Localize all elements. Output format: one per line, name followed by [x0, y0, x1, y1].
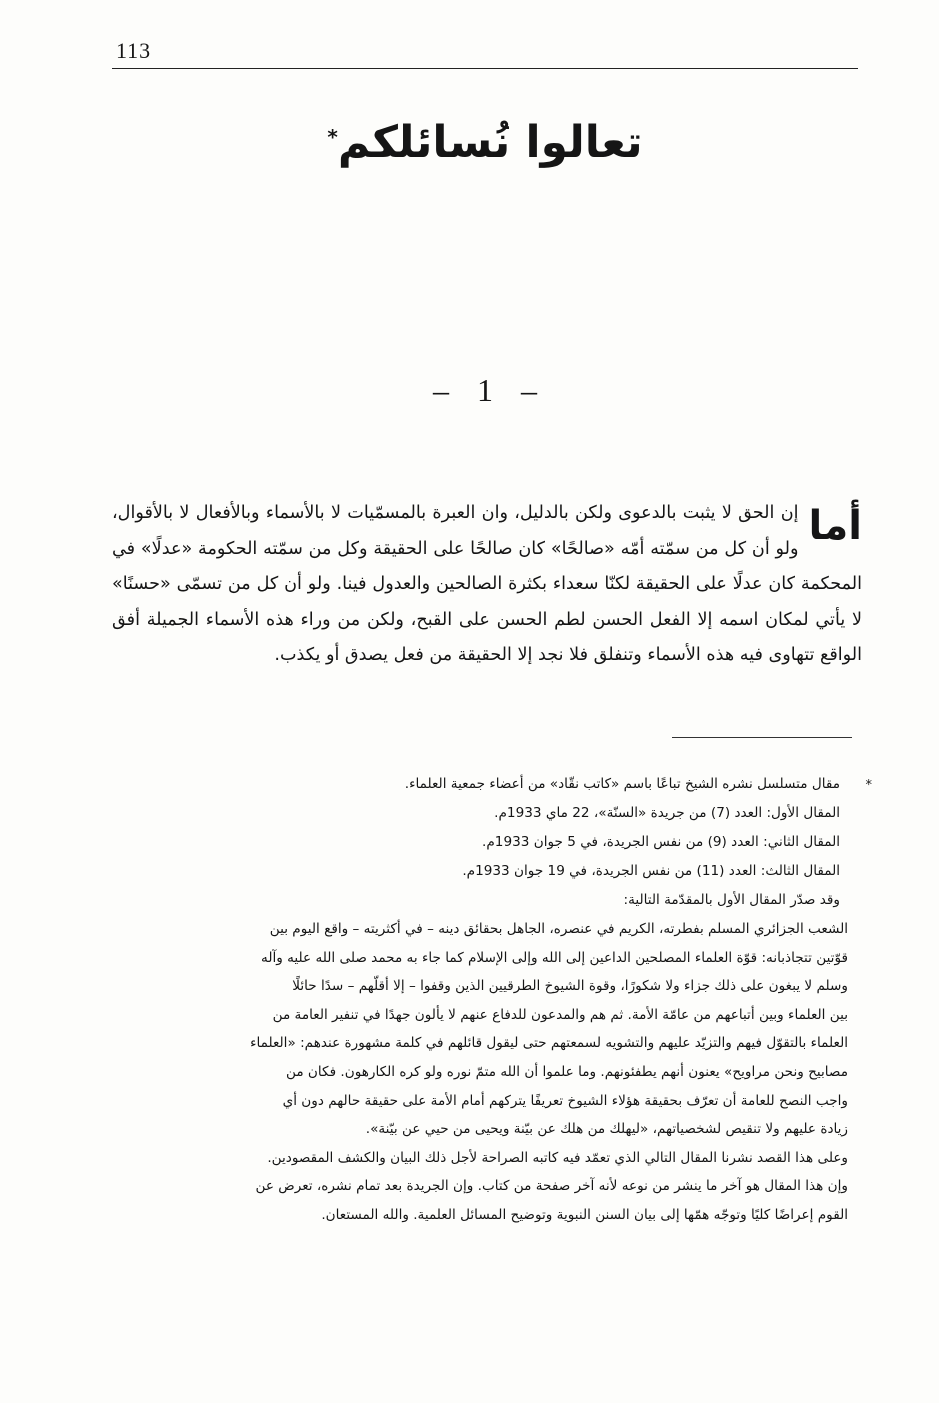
footnote-line: المقال الأول: العدد (7) من جريدة «السنّة»، 22 ماي 1933م. — [494, 805, 840, 821]
dash-left: – — [433, 372, 449, 408]
footnote-rule — [672, 737, 852, 738]
footnote-line: المقال الثاني: العدد (9) من نفس الجريدة، في 5 جوان 1933م. — [482, 834, 840, 850]
footnote-quote-line: قوّتين تتجاذبانه: قوّة العلماء المصلحين الداعين إلى الله وإلى الإسلام كما جاء به محمد صلى الله عليه وآله — [261, 949, 848, 966]
footnote-quote-line: زيادة عليهم ولا تنقيص لشخصياتهم، «ليهلك من هلك عن بيّنة ويحيى من حيي عن بيّنة». — [365, 1121, 848, 1138]
footnote-line: المقال الثالث: العدد (11) من نفس الجريدة، في 19 جوان 1933م. — [462, 863, 840, 879]
footnote-quote-line: وعلى هذا القصد نشرنا المقال التالي الذي تعمّد فيه كاتبه الصراحة لأجل ذلك البيان والكشف المقصودين. — [267, 1149, 848, 1166]
footnote-quote-line: بين العلماء وبين أتباعهم من عامّة الأمة. ثم هم والمدعون للدفاع عنهم لا يألون جهدًا في تنفير العامة من — [272, 1006, 848, 1023]
footnote-quote-line: الشعب الجزائري المسلم بفطرته، الكريم في عنصره، الجاهل بحقائق دينه – في أكثريته – واقع اليوم بين — [269, 921, 848, 937]
body-line: وبالأفعال لا بالأقوال، ولو أن كل من سمّته أمّه «صالحًا» كان صالحًا على الحقيقة — [112, 503, 799, 559]
section-number — [112, 368, 858, 412]
title-footnote-mark: * — [327, 125, 338, 149]
body-line: فيه هذه الأسماء وتنفلق فلا نجد إلا الحقيقة من فعل يصدق أو يكذب. — [274, 645, 763, 665]
dash-right: – — [521, 372, 537, 408]
header-rule — [112, 68, 858, 69]
body-paragraph — [112, 496, 862, 674]
body-line: الصالحين والعدول فينا. ولو أن كل من تسمّى «حسنًا» لا يأتي لمكان اسمه إلا الفعل — [112, 574, 862, 630]
page-number: 113 — [116, 38, 152, 63]
footnote-line: وقد صدّر المقال الأول بالمقدّمة التالية: — [623, 892, 840, 908]
footnote-quote-line: واجب النصح للعامة أن تعرّف بحقيقة هؤلاء الشيوخ تعريفًا يتركهم أمام الأمة على حقيقة حالهم دون أي — [282, 1092, 848, 1109]
footnote-marker: * — [865, 778, 872, 793]
lead-word: أما — [808, 503, 862, 549]
footnotes — [112, 770, 872, 1230]
body-line: إن الحق لا يثبت بالدعوى ولكن بالدليل، وان العبرة بالمسمّيات لا بالأسماء — [265, 503, 799, 523]
article-title-text: تعالوا نُسائلكم — [337, 117, 643, 168]
section-number-value: 1 — [477, 372, 493, 408]
footnote-line: مقال متسلسل نشره الشيخ تباعًا باسم «كاتب نقّاد» من أعضاء جمعية العلماء. — [404, 776, 840, 792]
body-line: الحسن لطم الحسن على القبح، ولكن من وراء هذه الأسماء الجميلة أفق الواقع تتهاوى — [112, 609, 862, 665]
footnote-quote-line: القوم إعراضًا كليًا وتوجّه همّها إلى بيان السنن النبوية وتوضيح المسائل العلمية. والله المستعان. — [321, 1206, 848, 1223]
footnote-quote-line: مصابيح ونحن مراويح» يعنون أنهم يطفئونهم. وما علموا أن الله متمّ نوره ولو كره الكارهون. فكان من — [285, 1063, 848, 1080]
footnote-quote-line: وإن هذا المقال هو آخر ما ينشر من نوعه لأنه آخر صفحة من كتاب. وإن الجريدة بعد تمام نشره، تعرض عن — [255, 1178, 848, 1195]
body-line: وكل من سمّته الحكومة «عدلًا» في المحكمة كان عدلًا على الحقيقة لكنّا سعداء بكثرة — [112, 538, 862, 594]
footnote-quote-line: العلماء بالتقوّل فيهم والتزيّد عليهم والتشويه لسمعتهم حتى ليقول قائلهم في كلمة مشهورة عندهم: «العلماء — [250, 1035, 848, 1052]
footnote-quote-line: وسلم لا يبغون على ذلك جزاء ولا شكورًا، وقوة الشيوخ الطرقيين الذين وقفوا – إلا أقلّهم – سدًا حائلًا — [292, 978, 848, 995]
article-title — [112, 108, 858, 178]
